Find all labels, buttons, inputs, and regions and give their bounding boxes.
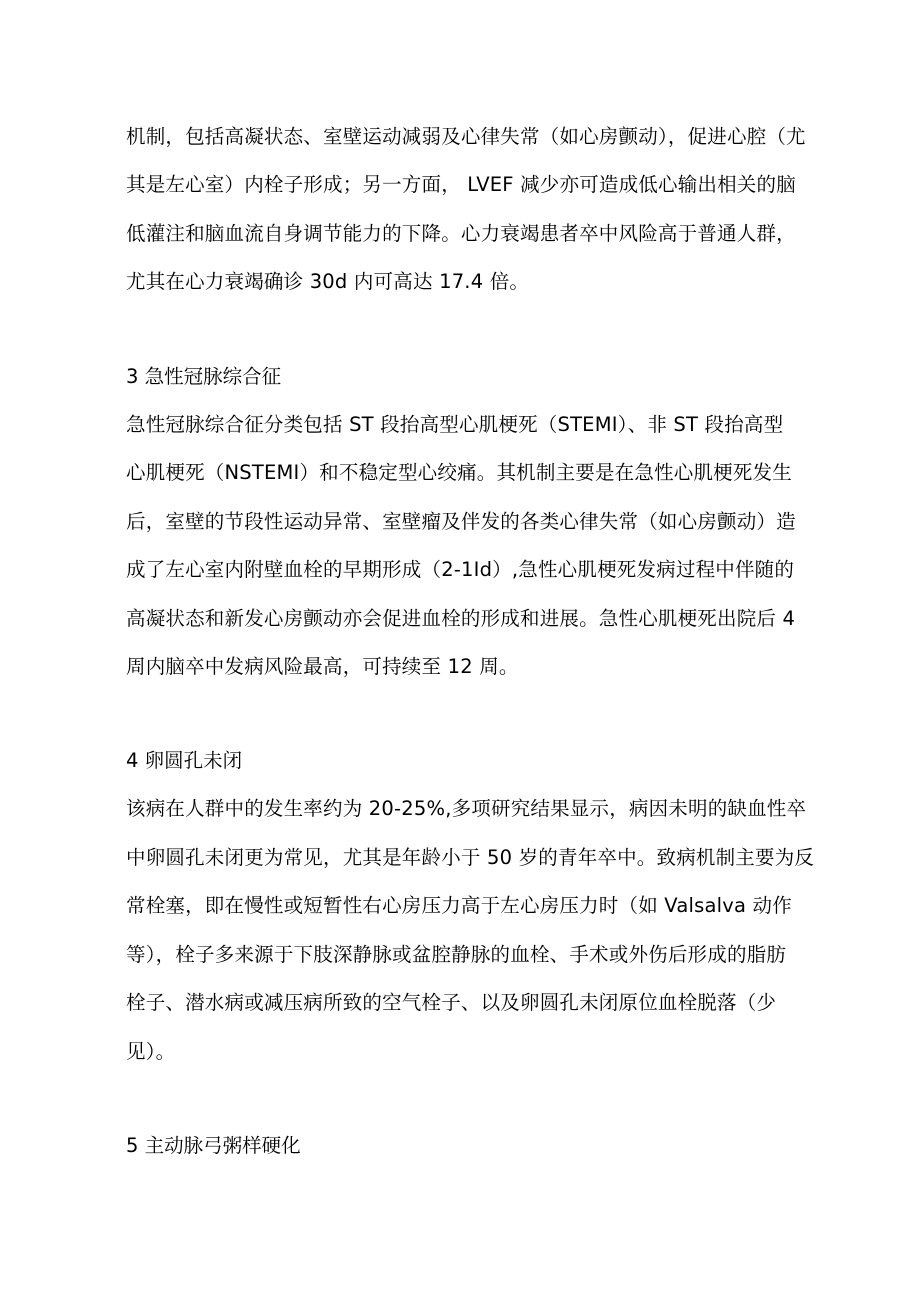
paragraph-line: 等），栓子多来源于下肢深静脉或盆腔静脉的血栓、手术或外伤后形成的脂肪	[126, 943, 787, 966]
paragraph-line: 急性冠脉综合征分类包括 ST 段抬高型心肌梗死（STEMI）、非 ST 段抬高型	[126, 413, 784, 436]
paragraph-line: 见）。	[126, 1040, 176, 1063]
paragraph-line: 高凝状态和新发心房颤动亦会促进血栓的形成和进展。急性心肌梗死出院后 4	[126, 607, 796, 630]
paragraph-line: 该病在人群中的发生率约为 20-25%,多项研究结果显示，病因未明的缺血性卒	[126, 797, 807, 820]
paragraph-line: 后，室壁的节段性运动异常、室壁瘤及伴发的各类心律失常（如心房颤动）造	[126, 510, 796, 533]
paragraph-line: 栓子、潜水病或减压病所致的空气栓子、以及卵圆孔未闭原位血栓脱落（少	[126, 991, 777, 1014]
paragraph-line: 中卵圆孔未闭更为常见，尤其是年龄小于 50 岁的青年卒中。致病机制主要为反	[126, 846, 815, 869]
paragraph-line: 心肌梗死（NSTEMI）和不稳定型心绞痛。其机制主要是在急性心肌梗死发生	[126, 461, 792, 484]
section-heading-acs: 3 急性冠脉综合征	[126, 365, 282, 388]
paragraph-line: 成了左心室内附壁血栓的早期形成（2-1Id）,急性心肌梗死发病过程中伴随的	[126, 558, 795, 581]
section-heading-aortic-arch: 5 主动脉弓粥样硬化	[126, 1134, 301, 1157]
paragraph-line: 周内脑卒中发病风险最高，可持续至 12 周。	[126, 655, 519, 678]
paragraph-line: 机制，包括高凝状态、室壁运动减弱及心律失常（如心房颤动），促进心腔（尤	[126, 125, 806, 148]
paragraph-line: 尤其在心力衰竭确诊 30d 内可高达 17.4 倍。	[126, 270, 530, 293]
paragraph-line: 常栓塞，即在慢性或短暂性右心房压力高于左心房压力时（如 Valsalva 动作	[126, 894, 792, 917]
paragraph-line: 其是左心室）内栓子形成；另一方面， LVEF 减少亦可造成低心输出相关的脑	[126, 173, 796, 196]
section-heading-pfo: 4 卵圆孔未闭	[126, 749, 243, 772]
paragraph-line: 低灌注和脑血流自身调节能力的下降。心力衰竭患者卒中风险高于普通人群，	[126, 222, 796, 245]
